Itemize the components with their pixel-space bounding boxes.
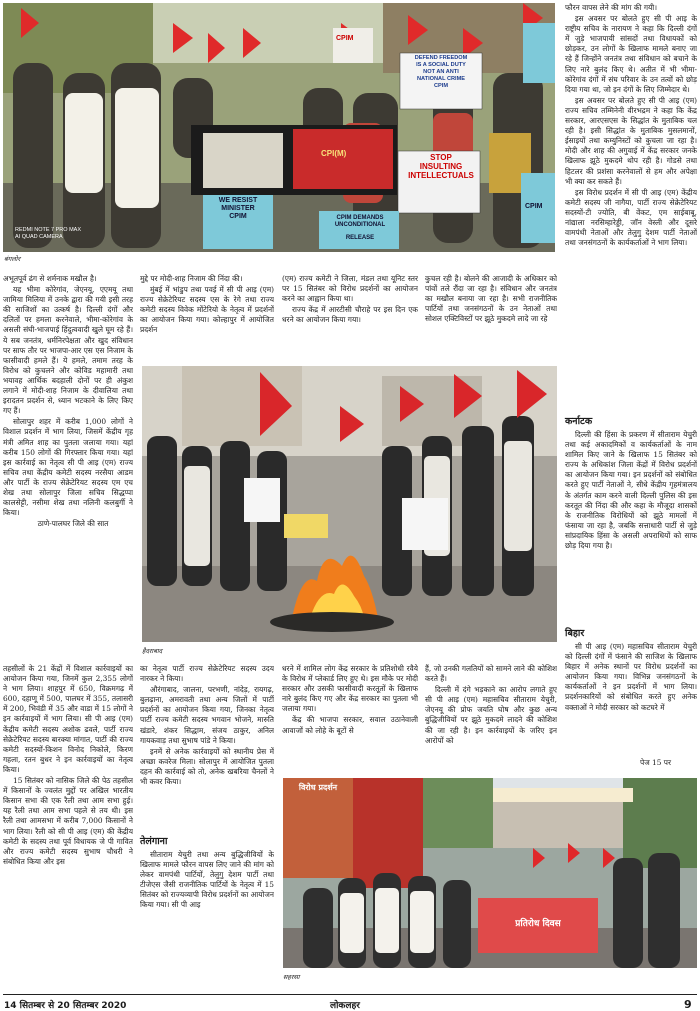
middle-photo-caption: हैदराबाद	[142, 647, 163, 655]
placard-stop-insulting: STOP INSULTING INTELLECTUALS	[408, 153, 474, 180]
top-photo-image	[3, 3, 555, 252]
middle-photo-image	[142, 366, 557, 642]
placard-we-resist: WE RESIST MINISTER CPIM	[218, 197, 258, 220]
placard-cpim-small: CPIM	[336, 35, 354, 42]
col5-text: फौरन वापस लेने की मांग की गयी। इस अवसर पर बोलते हुए सी पी आइ के राष्ट्रीय सचिव के नारायण ने कहा कि दिल्ली दंगों में जुड़े भाजपायी सांसदों तथा विधायकों को छोड़कर, उन लोगों के खिलाफ मामले बनाए जा रहे हैं जिन्होंने जनतंत्र तथा संविधान को बचाने के लिए नारे बुलंद किए थे। अतीत में भी भीमा-कोरेगांव दंगों में संघ परिवार के उन तत्वों को छोड़ दिया गया था, जो इन दंगों के लिए जिम्मेदार थे। इस अवसर पर बोलते हुए सी पी आइ (एम) राज्य सचिव तम्मिनेनी वीरभद्रम ने कहा कि केंद्र सरकार, आरएसएस के सिद्धांत के मुताबिक चल रही है। इसी सिद्धांत के मुताबिक मुसलमानों, ईसाइयों तथा कम्युनिस्टों को कुचला जा रहा है। मोदी और शाह की अगुवाई में केंद्र सरकार जनके खिलाफ झूठे मुकदमे थोप रही है। गोडसे तथा हिटलर की प्रशंसा करनेवालों से हम और अपेक्षा भी क्या कर सकते हैं। इस विरोध प्रदर्शन में सी पी आइ (एम) केंद्रीय कमेटी सदस्य जी नागैया, पार्टी राज्य सेक्रेटेरियट सदस्यों-टी ज्योति, बी वेंकट, एम साईबाबू, नांद्याला नरसिम्हारेड्डी, जॉन वेस्ली और दूसरे वामपंथी नेताओं और तेलुगु देशम पार्टी नेताओं तथा जनसंगठनों के कार्यकर्ताओं ने भाग लिया।	[565, 3, 697, 248]
col1-bottom-text: तहसीलों के 21 केंद्रों में विशाल कार्रवाइयों का आयोजन किया गया, जिनमें कुल 2,355 लोगों ने भाग लिया। शाहपुर में 650, विक्रमगढ़ में 600, दहाणू में 500, पालघर में 355, तलासरी में 200, भिवंडी में 35 और वाडा में 15 लोगों ने इन कार्रवाइयों में भाग लिया। सी पी आइ (एम) केंद्रीय कमेटी सदस्य अशोक ढवले, पार्टी राज्य सेक्रेटेरियट सदस्य बारक्या मांगात, पार्टी की राज्य कमेटी सदस्यों-किशन विनोद निकोले, किरण गहला, रतन बुधर ने इन कार्रवाइयों का नेतृत्व किया। 15 सितंबर को नासिक जिले की पेठ तहसील में किसानों के ज्वलंत मुद्दों पर अखिल भारतीय किसान सभा की एक रैली तथा आम सभा हुई। यह रैली तथा आम सभा पहले से तय थी। इस रैली तथा आमसभा में करीब 7,000 किसानों ने भाग लिया। रैली को सी पी आइ (एम) की केंद्रीय कमेटी के सदस्य तथा पूर्व विधायक जे पी गावित और राज्य कमेटी सदस्य सुभाष चौधरी ने संबोधित किया और इस	[3, 664, 133, 866]
karnataka-heading: कर्नाटक	[565, 416, 593, 427]
placard-defend-freedom: DEFEND FREEDOM IS A SOCIAL DUTY NOT AN ANTI NATIONAL CRIME CPIM	[414, 55, 468, 89]
top-photo-caption: बंगलोर	[4, 255, 21, 263]
col3-bottom-text: धरने में शामिल लोग केंद्र सरकार के प्रतिशोधी रवैये के विरोध में प्लेकार्ड लिए हुए थे। इस मौके पर मोदी सरकार और उसकी फासीवादी करतूतों के खिलाफ नारे बुलंद किए गए और केंद्र सरकार का पुतला भी जलाया गया। केंद्र की भाजपा सरकार, सवाल उठानेवाली आवाजों को लोहे के बूटों से	[282, 664, 418, 735]
footer-date: 14 सितम्बर से 20 सितम्बर 2020	[4, 1001, 127, 1011]
bihar-heading: बिहार	[565, 628, 585, 639]
col2-bottom-text: का नेतृत्व पार्टी राज्य सेक्रेटेरियट सदस्य उदय नारकर ने किया। औरंगाबाद, जालना, परभणी, नांदेड़, रायगढ़, बुलढ़ाना, अमरावती तथा अन्य जिलों में पार्टी प्रदर्शनों का आयोजन किया गया, जिनका नेतृत्व पार्टी राज्य कमेटी सदस्य भगवान भोजने, मारुति खंडारे, शंकर सिद्धाम, संजय ठाकुर, अनिल गायकवाड़ तथा सुभाष पांडे ने किया। इनमें से अनेक कार्रवाइयों को स्थानीय प्रेस में अच्छा कवरेज मिला। सोलापुर में आयोजित पुतला दहन की कार्रवाई को तो, अनेक खबरिया चैनलों ने भी कवर किया।	[140, 664, 274, 787]
banner-cpim: CPI(M)	[321, 149, 347, 158]
footer-rule	[3, 994, 697, 995]
top-photo	[3, 3, 555, 252]
telangana-heading: तेलंगाना	[140, 836, 168, 847]
bottom-photo-caption: सहरसा	[283, 973, 300, 981]
telangana-text: सीताराम येचुरी तथा अन्य बुद्धिजीवियों के खिलाफ मामले फौरन वापस लिए जाने की मांग को लेकर वामपंथी पार्टियों, तेलुगु देशम पार्टी तथा टीजेएस जैसी राजनीतिक पार्टियों के नेतृत्व में 15 सितंबर को राज्यव्यापी विरोध प्रदर्शनों का आयोजन किया गया। सी पी आइ	[140, 850, 274, 910]
placard-release: RELEASE	[345, 235, 375, 241]
bottom-photo	[283, 778, 697, 968]
placard-cpim-demands: CPIM DEMANDS UNCONDITIONAL	[334, 215, 386, 228]
bottom-photo-banner: प्रतिरोध दिवस	[515, 919, 561, 929]
col4-bottom-text: हैं, जो उनकी गलतियों को सामने लाने की कोशिश करते हैं। दिल्ली में दंगे भड़काने का आरोप लगाते हुए सी पी आइ (एम) महासचिव सीताराम येचुरी, जेएनयू की प्रोफ जयति घोष और कुछ अन्य बुद्धिजीवियों पर झूठे मुकदमे लादने की कोशिश की जा रही है। इन कार्रवाइयों के जरिए इन आरोपों को	[425, 664, 557, 745]
footer-page-number: 9	[684, 998, 692, 1011]
middle-photo	[142, 366, 557, 642]
camera-watermark: REDMI NOTE 7 PRO MAX AI QUAD CAMERA	[15, 227, 82, 240]
bottom-photo-image	[283, 778, 697, 968]
bihar-text: सी पी आइ (एम) महासचिव सीताराम येचुरी को दिल्ली दंगों में फंसाने की साजिश के खिलाफ बिहार में अनेक स्थानों पर विरोध प्रदर्शनों का आयोजन किया गया। विभिन्न जनसंगठनों के कार्यकर्ताओं ने इन प्रदर्शनों में भाग लिया। प्रदर्शनकारियों को संबोधित करते हुए अनेक वक्ताओं ने मोदी सरकार को कटघरे में	[565, 642, 697, 712]
continued-note: पेज 15 पर	[640, 758, 672, 767]
col3-top-text: (एम) राज्य कमेटी ने जिला, मंडल तथा यूनिट स्तर पर 15 सितंबर को विरोध प्रदर्शनों का आयोजन करने का आह्वान किया था। राज्य केंद्र में आरटीसी चौराहे पर इस दिन एक धरने का आयोजन किया गया।	[282, 274, 418, 325]
col4-top-text: कुचल रही है। बोलने की आजादी के अधिकार को पांवों तले रौंदा जा रहा है। संविधान और जनतंत्र का मखौल बनाया जा रहा है। सभी राजनीतिक पार्टियों तथा जनसंगठनों के उन नेताओं तथा सोशल एक्टिविस्टों पर झूठे मुकदमे लादे जा रहे	[425, 274, 557, 324]
footer-paper-name: लोकलहर	[330, 1001, 360, 1011]
karnataka-text: दिल्ली की हिंसा के प्रकरण में सीताराम येचुरी तथा कई अकादमिकों व कार्यकर्ताओं के नाम शामिल किए जाने के खिलाफ 15 सितंबर को राज्य के अधिकांश जिला केंद्रों में विरोध प्रदर्शनों का आयोजन किया गया। इन प्रदर्शनों को संबोधित करते हुए पार्टी नेताओं ने, सीधे केंद्रीय गृहमंत्रालय के अंतर्गत काम करने वाली दिल्ली पुलिस की इस करतूत की निंदा की और कहा के मौजूदा शासकों के राजनीतिक विरोधियों को झूठे मामलों में फंसाया जा रहा है, जबकि सत्ताधारी पार्टी से जुड़े सांप्रदायिक हिंसा के असली अपराधियों को साफ छोड़ दिया गया है।	[565, 430, 697, 551]
placard-cpim-right: CPIM	[525, 203, 543, 210]
bottom-photo-poster: विरोध प्रदर्शन	[298, 783, 338, 792]
col1-top-text: अभूतपूर्व ढंग से शर्मनाक मखौल है। यह भीमा कोरेगांव, जेएनयू, एएमयू तथा जामिया मिलिया में उनके द्वारा की गयी इसी तरह की साजिशों का उत्कर्ष है। दिल्ली दंगों और दलितों पर हमला करनेवाले, भीमा-कोरेगांव के असली संघी-भाजपाई हिंदुत्ववादी खुले घूम रहे हैं। ये सब जनतंत्र, धर्मनिरपेक्षता और खुद संविधान पर साफ तौर पर भाजपा-आर एस एस निजाम के फासीवादी हमले हैं। ये हमले, तमाम तरह के विरोध को कुचलने और कोविड महामारी तथा भयावह आर्थिक बदहाली दोनों पर ही अंकुश लगाने में मोदी-शाह निजाम के दीवालिया तथा इरादतन प्रदर्शन से, ध्यान भटकाने के लिए किए गए हैं। सोलापुर शहर में करीब 1,000 लोगों ने विशाल प्रदर्शन में भाग लिया, जिसमें केंद्रीय गृह मंत्री अमित शाह का पुतला जलाया गया। यहां करीब 150 लोगों की गिरफ्तार किया गया। यहां इस कार्रवाई का नेतृत्व सी पी आइ (एम) राज्य सचिव तथा केंद्रीय कमेटी सदस्य नरसैया आडम और पार्टी के राज्य सेक्रेटेरियट सदस्य एम एच शेख तथा सोलापुर जिला सचिव सिद्धप्पा कालसेट्टी, नसीमा शेख तथा नलिनी कलबुर्गी ने किया। ठाणे-पालघर जिले की सात	[3, 274, 133, 529]
col2-top-text: मुद्दे पर मोदी-शाह निजाम की निंदा की। मुंबई में भांडुप तथा पवई में सी पी आइ (एम) राज्य सेक्रेटेरियट सदस्य एस के रेगे तथा राज्य कमेटी सदस्य विवेक मोंटेरियो के नेतृत्व में प्रदर्शनों का आयोजन किया गया। कोल्हापुर में आयोजित प्रदर्शन	[140, 274, 274, 335]
